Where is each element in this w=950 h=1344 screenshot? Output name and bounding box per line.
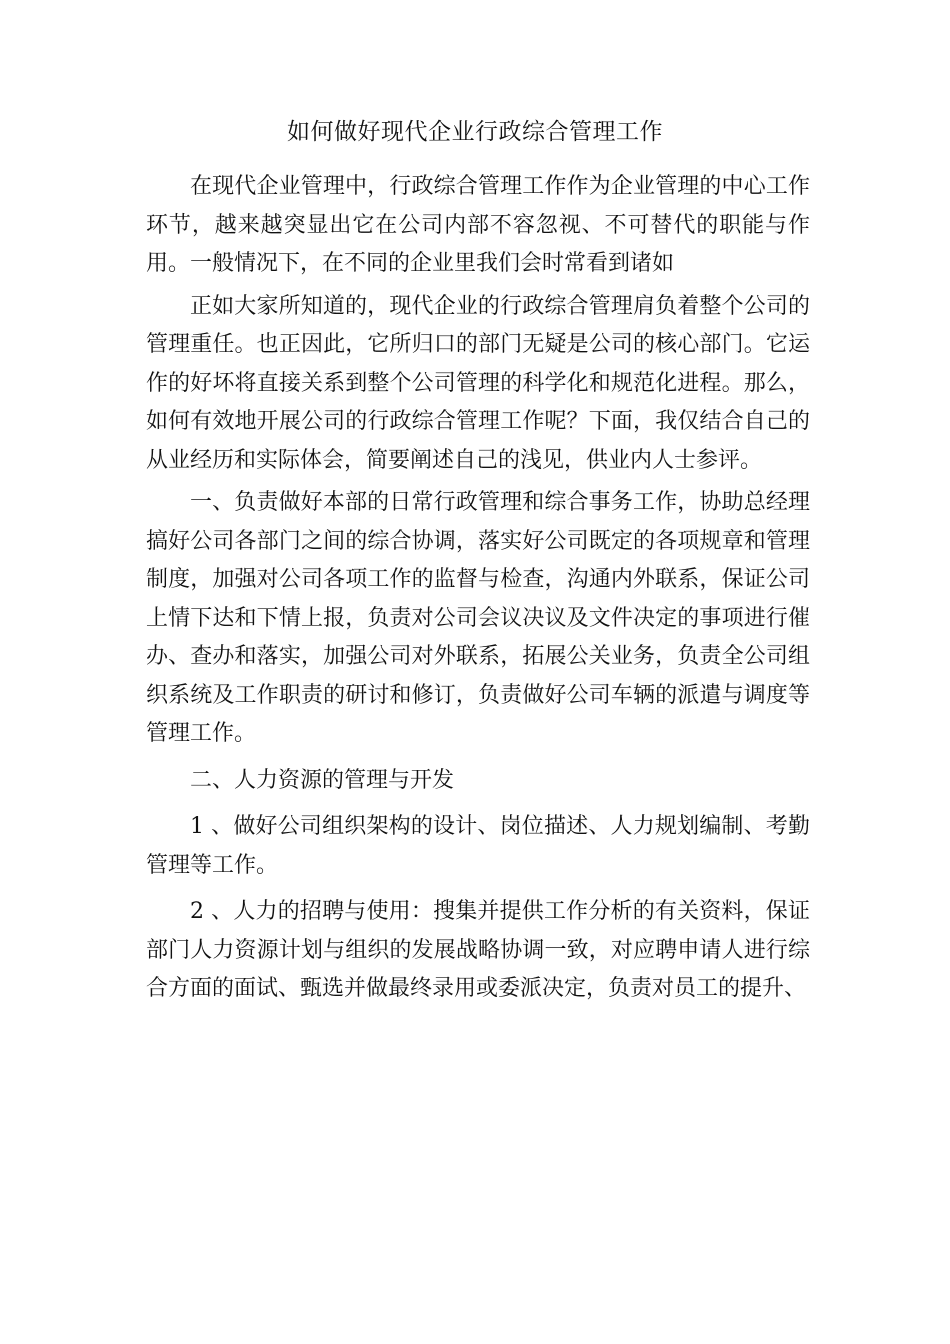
document-body [146,168,810,1009]
paragraph-section-two-heading: 二、人力资源的管理与开发 [190,767,455,793]
document-title: 如何做好现代企业行政综合管理工作 [287,119,663,145]
paragraph-intro: 在现代企业管理中，行政综合管理工作作为企业管理的中心工作环节，越来越突显出它在公司内部不容忽视、不可替代的职能与作用。一般情况下，在不同的企业里我们会时常看到诸如 [146,174,810,276]
paragraph-section-one: 一、负责做好本部的日常行政管理和综合事务工作，协助总经理搞好公司各部门之间的综合协调，落实好公司既定的各项规章和管理制度，加强对公司各项工作的监督与检查，沟通内外联系，保证公司上情下达和下情上报，负责对公司会议决议及文件决定的事项进行催办、查办和落实，加强公司对外联系，拓展公关业务，负责全公司组织系统及工作职责的研讨和修订，负责做好公司车辆的派遣与调度等管理工作。 [146,490,810,746]
paragraph-item-one: 1 、做好公司组织架构的设计、岗位描述、人力规划编制、考勤管理等工作。 [146,814,810,878]
paragraph-item-two: 2 、人力的招聘与使用：搜集并提供工作分析的有关资料，保证部门人力资源计划与组织的发展战略协调一致，对应聘申请人进行综合方面的面试、甄选并做最终录用或委派决定，负责对员工的提升、 [146,899,810,1001]
paragraph-overview: 正如大家所知道的，现代企业的行政综合管理肩负着整个公司的管理重任。也正因此，它所归口的部门无疑是公司的核心部门。它运作的好坏将直接关系到整个公司管理的科学化和规范化进程。那么，如何有效地开展公司的行政综合管理工作呢？下面，我仅结合自己的从业经历和实际体会，简要阐述自己的浅见，供业内人士参评。 [146,293,810,473]
